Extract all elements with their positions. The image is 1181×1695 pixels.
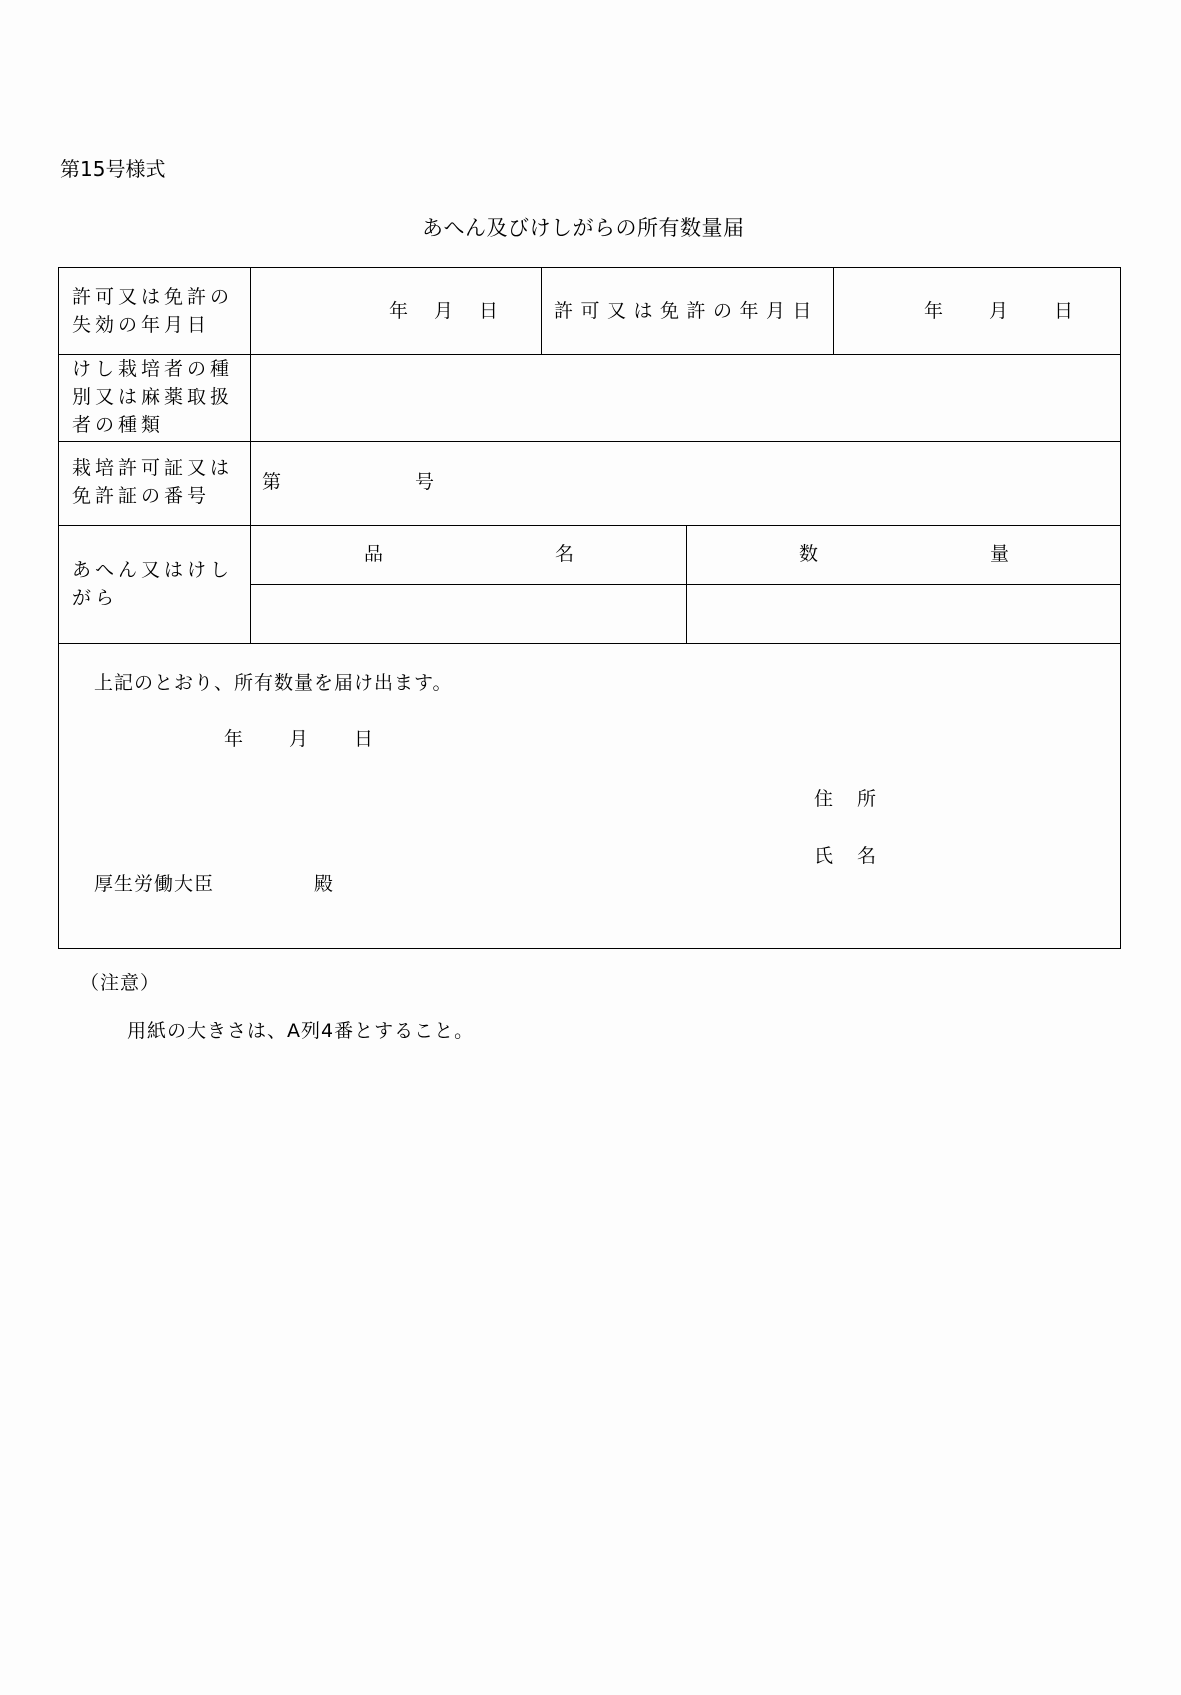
item-name-field[interactable] xyxy=(264,600,674,628)
label-column-divider xyxy=(250,268,251,643)
addressee: 厚生労働大臣 xyxy=(94,873,215,895)
row-divider xyxy=(59,643,1120,644)
subrow-divider xyxy=(250,584,1120,585)
permit-number-label: 栽培許可証又は 免許証の番号 xyxy=(72,457,234,507)
notes-heading: （注意） xyxy=(80,972,161,994)
column-divider xyxy=(686,525,687,643)
opium-label: あへん又はけし がら xyxy=(72,559,234,609)
honorific: 殿 xyxy=(314,873,338,895)
lapse-date-label: 許可又は免許の 失効の年月日 xyxy=(72,286,234,336)
quantity-field[interactable] xyxy=(699,600,1109,628)
license-date-label: 許可又は免許の年月日 xyxy=(554,300,820,322)
lapse-date-field[interactable]: 年 月 日 xyxy=(389,300,503,322)
declaration-date[interactable]: 年 月 日 xyxy=(224,728,378,750)
item-name-header: 品 名 xyxy=(364,543,579,565)
row-divider xyxy=(59,525,1120,526)
declaration-statement: 上記のとおり、所有数量を届け出ます。 xyxy=(94,672,453,694)
row-divider xyxy=(59,441,1120,442)
address-field[interactable] xyxy=(929,785,1109,813)
form-number: 第15号様式 xyxy=(60,157,166,181)
address-label: 住 所 xyxy=(814,788,881,810)
form-table xyxy=(58,267,1121,949)
name-field[interactable] xyxy=(929,842,1109,870)
category-field[interactable] xyxy=(264,383,1104,411)
document-title: あへん及びけしがらの所有数量届 xyxy=(422,216,745,240)
quantity-header: 数 量 xyxy=(799,543,1014,565)
column-divider xyxy=(541,268,542,354)
name-label: 氏 名 xyxy=(814,845,881,867)
column-divider xyxy=(833,268,834,354)
notes-body: 用紙の大きさは、A列4番とすること。 xyxy=(127,1020,475,1042)
license-date-field[interactable]: 年 月 日 xyxy=(924,300,1078,322)
permit-number-field[interactable]: 第 号 xyxy=(262,471,439,493)
category-label: けし栽培者の種 別又は麻薬取扱 者の種類 xyxy=(72,358,234,436)
